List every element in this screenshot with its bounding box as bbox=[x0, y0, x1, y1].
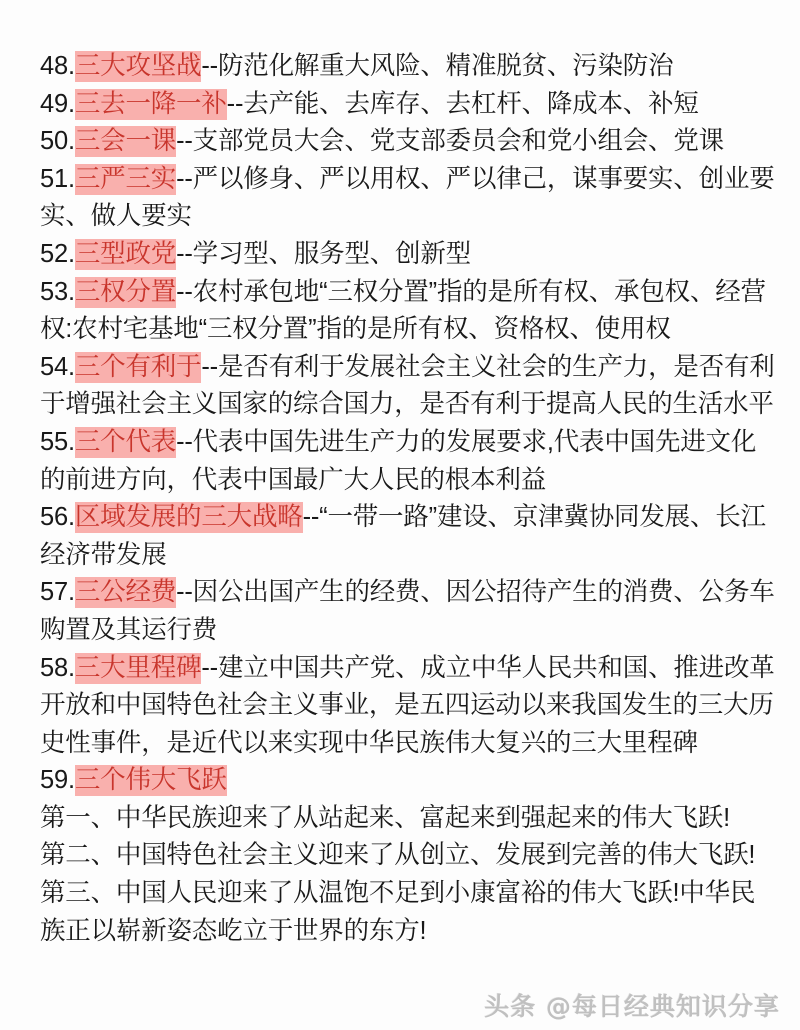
entry-50 bbox=[40, 123, 780, 161]
entry-definition: 因公出国产生的经费、因公招待产生的消费、公务车购置及其运行费 bbox=[40, 578, 775, 644]
entry-separator: -- bbox=[201, 52, 218, 80]
entry-54 bbox=[40, 349, 780, 424]
entry-separator: -- bbox=[176, 277, 193, 306]
entry-number: 58. bbox=[40, 653, 75, 682]
entry-number: 48. bbox=[40, 52, 75, 80]
entry-separator: -- bbox=[176, 127, 193, 156]
entry-58 bbox=[40, 650, 780, 763]
entry-definition: 支部党员大会、党支部委员会和党小组会、党课 bbox=[192, 127, 724, 156]
entry-separator: -- bbox=[176, 164, 193, 193]
sub-entry-second: 第二、中国特色社会主义迎来了从创立、发展到完善的伟大飞跃! bbox=[40, 841, 756, 870]
watermark-attribution: 头条 @每日经典知识分享 bbox=[484, 992, 780, 1021]
entry-term-highlight: 三大攻坚战 bbox=[74, 52, 202, 80]
entry-number: 53. bbox=[40, 277, 75, 306]
entry-definition: 学习型、服务型、创新型 bbox=[192, 239, 471, 268]
entry-number: 59. bbox=[40, 766, 75, 795]
entry-49 bbox=[40, 86, 780, 124]
entry-separator: -- bbox=[302, 503, 320, 532]
sub-entry-third: 第三、中国人民迎来了从温饱不足到小康富裕的伟大飞跃!中华民族正以崭新姿态屹立于世界的东方! bbox=[40, 879, 756, 945]
entry-59 bbox=[40, 762, 780, 800]
entry-separator: -- bbox=[176, 427, 193, 456]
entry-term-highlight: 三大里程碑 bbox=[74, 653, 202, 682]
entry-56 bbox=[40, 499, 780, 574]
entry-term-highlight: 三公经费 bbox=[74, 578, 177, 607]
entry-definition: 防范化解重大风险、精准脱贫、污染防治 bbox=[217, 52, 674, 80]
entry-separator: -- bbox=[201, 352, 218, 381]
entry-definition: 严以修身、严以用权、严以律己，谋事要实、创业要实、做人要实 bbox=[40, 164, 775, 231]
entry-number: 56. bbox=[40, 503, 75, 532]
entry-number: 55. bbox=[40, 427, 75, 456]
sub-entry-first: 第一、中华民族迎来了从站起来、富起来到强起来的伟大飞跃! bbox=[40, 803, 730, 832]
entry-number: 57. bbox=[40, 578, 75, 607]
entry-number: 51. bbox=[40, 164, 75, 193]
entry-number: 54. bbox=[40, 352, 75, 381]
entry-48 bbox=[40, 48, 780, 86]
entry-list bbox=[40, 48, 780, 950]
entry-57 bbox=[40, 574, 780, 649]
entry-definition: 农村承包地“三权分置”指的是所有权、承包权、经营权:农村宅基地“三权分置”指的是所有权、资格权、使用权 bbox=[40, 277, 766, 344]
entry-term-highlight: 三个有利于 bbox=[74, 352, 202, 381]
entry-number: 50. bbox=[40, 127, 75, 156]
entry-term-highlight: 三权分置 bbox=[74, 277, 177, 306]
entry-number: 52. bbox=[40, 239, 75, 268]
entry-term-highlight: 三个伟大飞跃 bbox=[74, 766, 227, 795]
entry-term-highlight: 三去一降一补 bbox=[74, 89, 227, 118]
entry-52 bbox=[40, 236, 780, 274]
entry-number: 49. bbox=[40, 89, 75, 118]
entry-separator: -- bbox=[176, 578, 193, 607]
entry-separator: -- bbox=[226, 89, 244, 118]
entry-definition: 去产能、去库存、去杠杆、降成本、补短 bbox=[243, 89, 699, 118]
entry-separator: -- bbox=[201, 653, 218, 682]
entry-term-highlight: 三型政党 bbox=[74, 239, 177, 268]
entry-term-highlight: 三会一课 bbox=[74, 127, 177, 156]
entry-definition: “一带一路”建设、京津冀协同发展、长江经济带发展 bbox=[40, 503, 766, 569]
entry-55 bbox=[40, 424, 780, 499]
entry-definition: 代表中国先进生产力的发展要求,代表中国先进文化的前进方向，代表中国最广大人民的根本利益 bbox=[40, 427, 757, 494]
entry-separator: -- bbox=[176, 239, 193, 268]
entry-term-highlight: 三个代表 bbox=[74, 427, 177, 456]
entry-53 bbox=[40, 274, 780, 349]
entry-definition: 是否有利于发展社会主义社会的生产力，是否有利于增强社会主义国家的综合国力，是否有利于提高人民的生活水平 bbox=[40, 352, 775, 419]
entry-definition: 建立中国共产党、成立中华人民共和国、推进改革开放和中国特色社会主义事业，是五四运动以来我国发生的三大历史性事件，是近代以来实现中华民族伟大复兴的三大里程碑 bbox=[40, 653, 775, 757]
entry-term-highlight: 三严三实 bbox=[74, 164, 177, 193]
entry-51 bbox=[40, 161, 780, 236]
entry-term-highlight: 区域发展的三大战略 bbox=[74, 503, 303, 532]
